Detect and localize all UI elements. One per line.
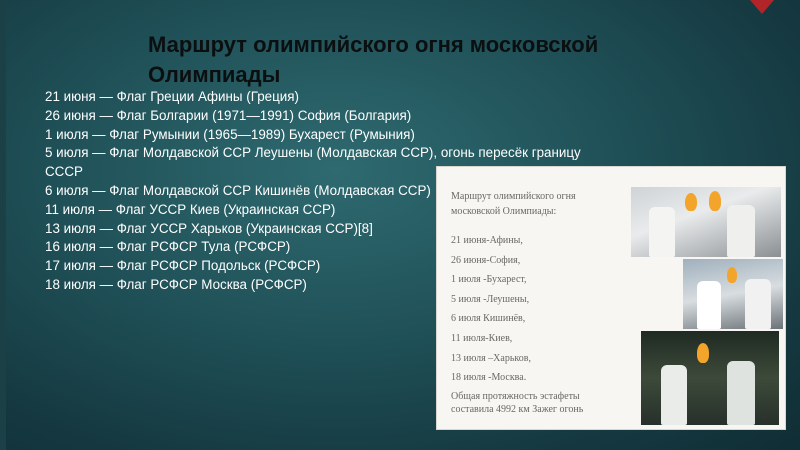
collage-line: 6 июля Кишинёв, xyxy=(451,313,526,325)
route-item: 5 июля — Флаг Молдавской ССР Леушены (Молдавская ССР), огонь пересёк границу СССР xyxy=(45,145,581,180)
collage-line: 18 июля -Москва. xyxy=(451,372,527,384)
torch-flame xyxy=(685,193,697,211)
route-item: 18 июля — Флаг РСФСР Москва (РСФСР) xyxy=(45,276,307,292)
torch-flame xyxy=(709,191,721,211)
torch-photo-2 xyxy=(683,259,783,329)
collage-line: 26 июня-София, xyxy=(451,254,521,266)
route-item: 26 июня — Флаг Болгарии (1971—1991) София (Болгария) xyxy=(45,107,412,123)
runner-figure xyxy=(649,207,675,257)
route-item: 1 июля — Флаг Румынии (1965—1989) Бухарест (Румыния) xyxy=(45,126,415,142)
runner-figure xyxy=(697,281,721,329)
collage-text-block xyxy=(451,189,621,416)
route-item: 16 июля — Флаг РСФСР Тула (РСФСР) xyxy=(45,239,291,255)
collage-heading: Маршрут олимпийского огня московской Олимпиады: xyxy=(451,191,576,217)
torch-flame xyxy=(727,267,737,283)
collage-image xyxy=(436,166,786,430)
route-item: 17 июля — Флаг РСФСР Подольск (РСФСР) xyxy=(45,258,321,274)
runner-figure xyxy=(727,361,755,425)
collage-line: 13 июля –Харьков, xyxy=(451,352,531,364)
runner-figure xyxy=(727,205,755,257)
collage-note: Общая протяжность эстафеты составила 4992 км Зажег огонь xyxy=(451,390,584,415)
torch-photo-1 xyxy=(631,187,781,257)
red-triangle-icon xyxy=(750,0,774,14)
collage-line: 5 июля -Леушены, xyxy=(451,293,530,305)
route-item: 11 июля — Флаг УССР Киев (Украинская ССР) xyxy=(45,201,336,217)
triangle-right-icon: ▸ xyxy=(763,411,769,422)
torch-flame xyxy=(697,343,709,363)
route-item: 21 июня — Флаг Греции Афины (Греция) xyxy=(45,89,299,104)
route-item: 6 июля — Флаг Молдавской ССР Кишинёв (Молдавская ССР) xyxy=(45,182,431,198)
route-item: 13 июля — Флаг УССР Харьков (Украинская ССР)[8] xyxy=(45,220,373,236)
collage-line: 1 июля -Бухарест, xyxy=(451,274,527,286)
torch-photo-3 xyxy=(641,331,779,425)
runner-figure xyxy=(661,365,687,425)
runner-figure xyxy=(745,279,771,329)
collage-line: 11 июля-Киев, xyxy=(451,332,513,344)
slide-title: Маршрут олимпийского огня московской Олимпиады xyxy=(148,32,599,87)
collage-line: 21 июня-Афины, xyxy=(451,235,523,246)
left-accent-bar xyxy=(0,0,6,450)
